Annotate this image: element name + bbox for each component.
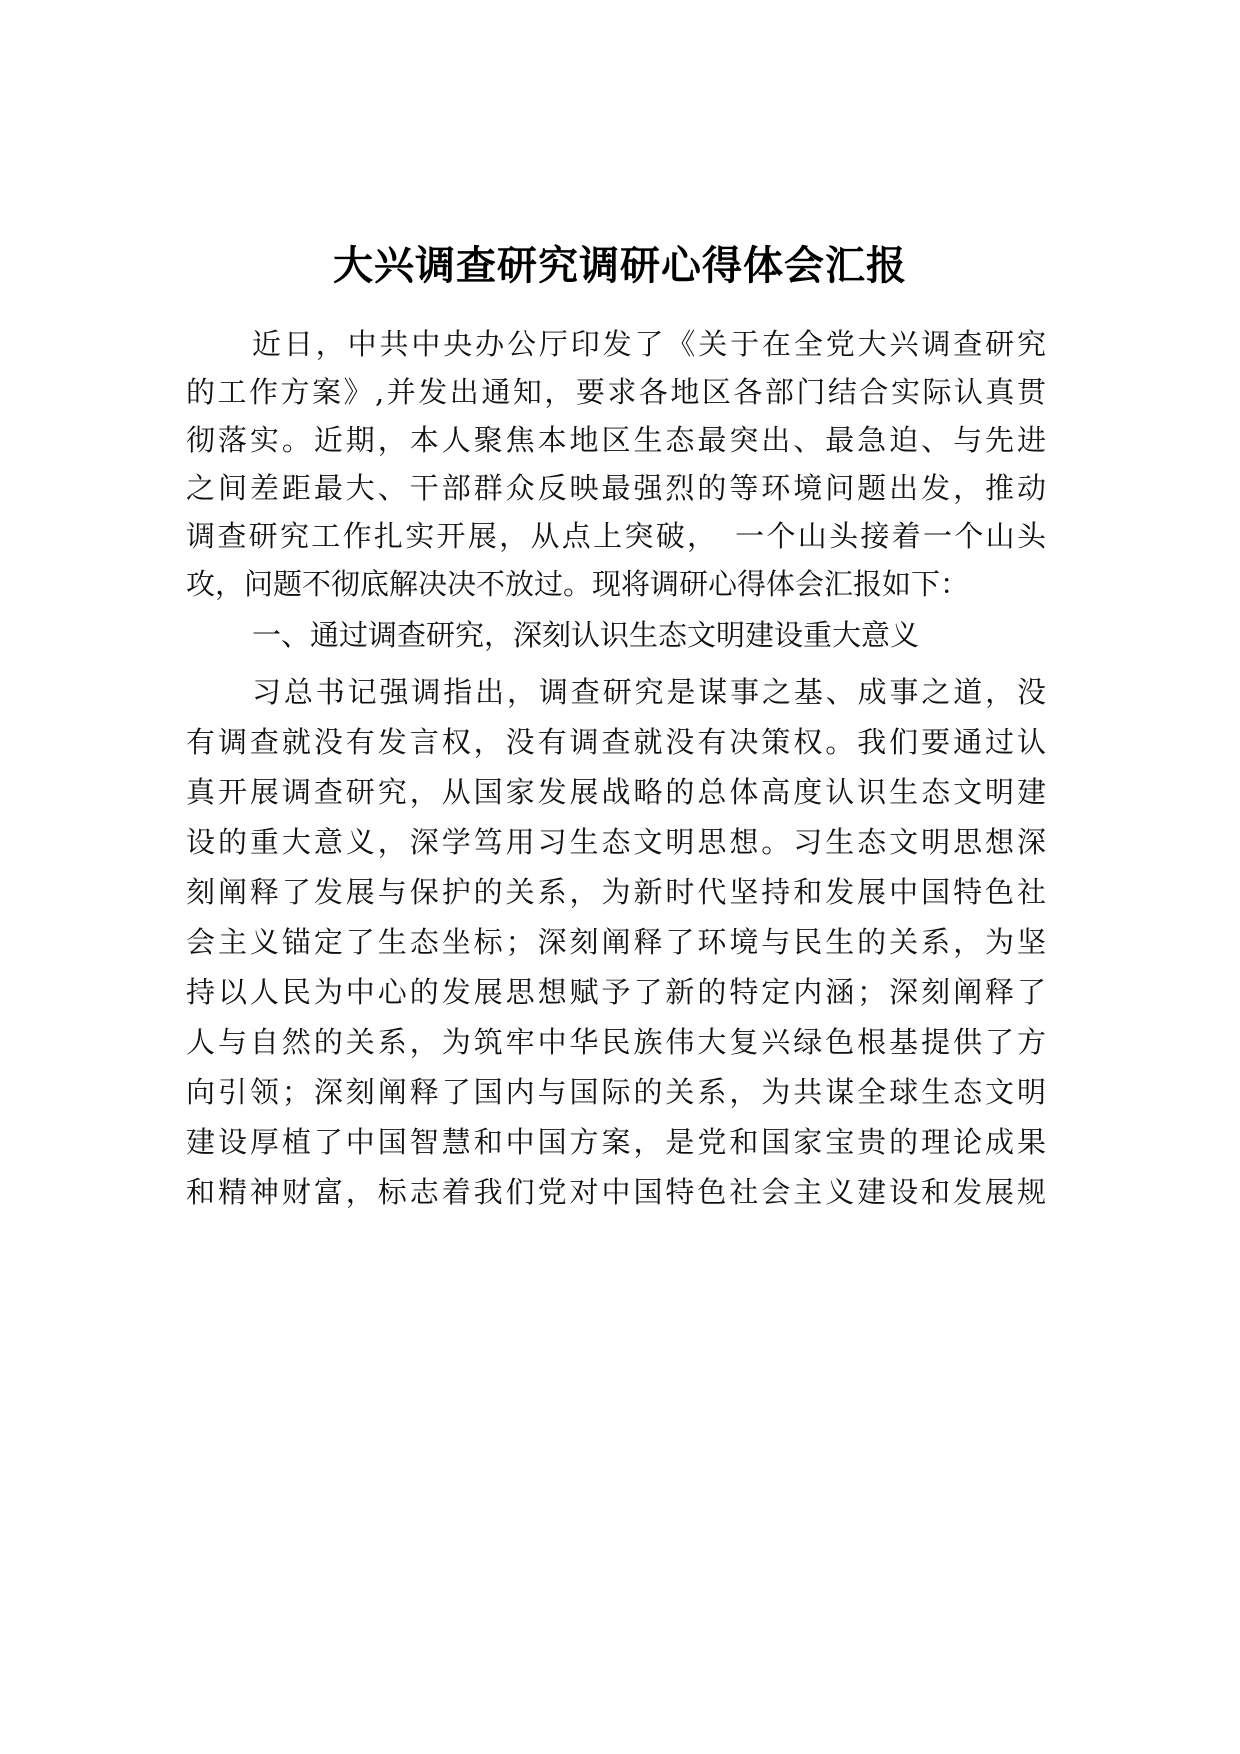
paragraph-line: 彻落实。近期，本人聚焦本地区生态最突出、最急迫、与先进 — [186, 423, 1046, 457]
paragraph-line: 习总书记强调指出，调查研究是谋事之基、成事之道，没 — [252, 675, 1046, 709]
paragraph-line: 真开展调查研究，从国家发展战略的总体高度认识生态文明建 — [186, 775, 1046, 809]
paragraph-line: 的工作方案》,并发出通知，要求各地区各部门结合实际认真贯 — [186, 375, 1046, 409]
paragraph-line: 建设厚植了中国智慧和中国方案，是党和国家宝贵的理论成果 — [186, 1125, 1046, 1159]
paragraph-line: 有调查就没有发言权，没有调查就没有决策权。我们要通过认 — [186, 725, 1046, 759]
section-heading: 一、通过调查研究，深刻认识生态文明建设重大意义 — [252, 618, 920, 652]
paragraph-line: 攻，问题不彻底解决决不放过。现将调研心得体会汇报如下： — [186, 567, 970, 601]
paragraph-line: 会主义锚定了生态坐标；深刻阐释了环境与民生的关系，为坚 — [186, 925, 1046, 959]
paragraph-line: 向引领；深刻阐释了国内与国际的关系，为共谋全球生态文明 — [186, 1075, 1046, 1109]
document-title: 大兴调查研究调研心得体会汇报 — [333, 243, 907, 289]
paragraph-line: 调查研究工作扎实开展，从点上突破， 一个山头接着一个山头 — [186, 519, 1046, 553]
paragraph-line: 和精神财富，标志着我们党对中国特色社会主义建设和发展规 — [186, 1175, 1046, 1209]
paragraph-line: 刻阐释了发展与保护的关系，为新时代坚持和发展中国特色社 — [186, 875, 1046, 909]
paragraph-line: 设的重大意义，深学笃用习生态文明思想。习生态文明思想深 — [186, 825, 1046, 859]
paragraph-line: 人与自然的关系，为筑牢中华民族伟大复兴绿色根基提供了方 — [186, 1025, 1046, 1059]
paragraph-line: 之间差距最大、干部群众反映最强烈的等环境问题出发，推动 — [186, 471, 1046, 505]
paragraph-line: 持以人民为中心的发展思想赋予了新的特定内涵；深刻阐释了 — [186, 975, 1046, 1009]
paragraph-line: 近日，中共中央办公厅印发了《关于在全党大兴调查研究 — [252, 327, 1046, 361]
